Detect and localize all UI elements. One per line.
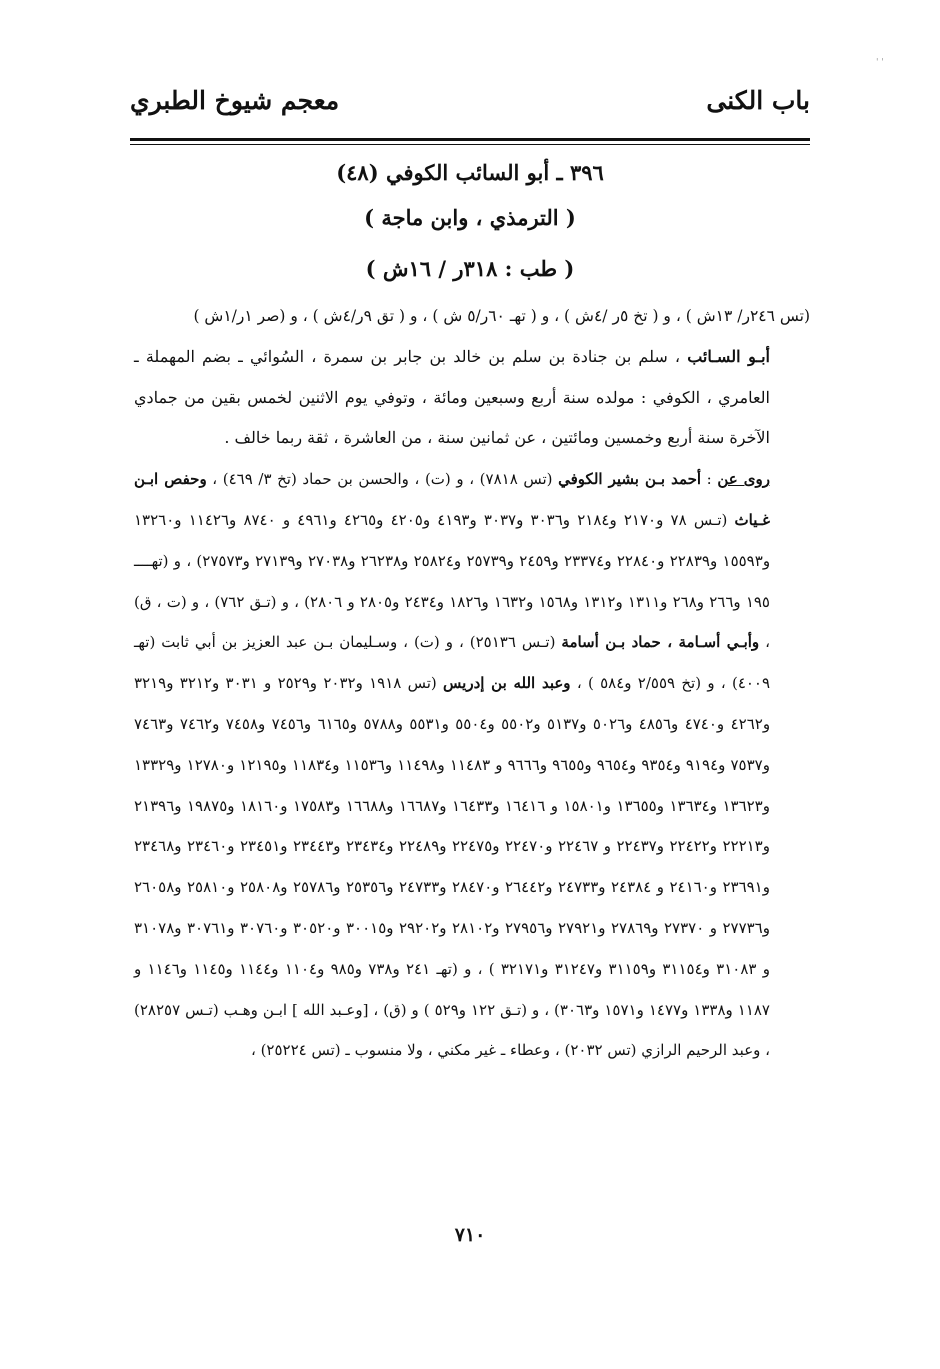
entry-books: ( الترمذي ، وابن ماجة )	[364, 205, 576, 230]
entry-tabari-refs: ( طب : ٣١٨ر / ١٦ش )	[365, 256, 575, 281]
header-rule-thin	[130, 144, 810, 145]
narrators-label: روى عن	[717, 470, 770, 489]
source-references: (تس ٢٤٦ر/ ١٣ش ) ، و ( تخ ٥ر /٤ش ) ، و ( تهـ ٦٠ر/٥ ش ) ، و ( تق ٩ر/٤ش ) ، و (صر ١ر/١ش )	[193, 307, 810, 325]
narrator-name: أحمد بـن بشير الكوفي	[558, 470, 702, 489]
narrators-colon: :	[701, 470, 718, 489]
narrator-name: وعبد الله بن إدريس	[443, 674, 571, 693]
narrator-refs: (تـس ٧٨ و٢١٧٠ و٢١٨٤ و٣٠٣٦ و٣٠٣٧ و٤١٩٣ و٤٢٠٥ و٤٢٦٥ و٤٩٦١ و ٨٧٤٠ و١١٤٢٦ و١٣٢٦٠ و١٥٥٩٣ و٢٢٨٣٩ و٢٢٨٤٠ و٢٣٣٧٤ و٢٤٥٩ و٢٥٧٣٩ و٢٥٨٢٤ و٢٦٢٣٨ و٢٧٠٣٨ و٢٧١٣٩ و٢٧٥٧٣) ، و (تهــــ ١٩٥ و٢٦٦ و٢٦٨ و١٣١١ و١٣١٢ و١٥٦٨ و١٦٣٢ و١٨٢٦ و٢٤٣٤ و٢٨٠٥ و ٢٨٠٦) ، و (تـق ٧٦٢) ، و (ت ، ق) ،	[134, 510, 771, 652]
narrators-paragraph	[134, 459, 810, 1071]
narrator-refs: (تـس ٢٥١٣٦) ، و (ت) ، وسـليمان بـن عبد العزيز بن أبي ثابت (تهـ ٤٠٠٩) ، و (تخ ٢/٥٥٩ و٥٨٤ ) ،	[134, 633, 771, 693]
narrator-name: وأبـي أسـامة ، حماد بـن أسامة	[561, 633, 760, 652]
chapter-title: باب الكنى	[706, 86, 810, 115]
narrator-refs: (تس ١٩١٨ و٢٠٣٢ و٢٥٢٩ و ٣٠٣١ و٣٢١٢ و٣٢١٩ و٤٢٦٢ و٤٧٤٠ و٤٨٥٦ و٥٠٢٦ و٥١٣٧ و٥٥٠٢ و٥٥٠٤ و٥٥٣١ و٥٧٨٨ و٦١٦٥ و٧٤٥٦ و٧٤٥٨ و٧٤٦٢ و٧٤٦٣ و٧٥٣٧ و٩١٩٤ و٩٣٥٤ و٩٦٥٤ و٩٦٥٥ و٩٦٦٦ و ١١٤٨٣ و١١٤٩٨ و١١٥٣٦ و١١٨٣٤ و١٢١٩٥ و١٢٧٨٠ و١٣٣٢٩ و١٣٦٢٣ و١٣٦٣٤ و١٣٦٥٥ و١٥٨٠١ و ١٦٤١٦ و١٦٤٣٣ و١٦٦٨٧ و١٦٦٨٨ و١٧٥٨٣ و١٨١٦٠ و١٩٨٧٥ و٢١٣٩٦ و٢٢٢١٣ و٢٢٤٢٢ و٢٢٤٣٧ و ٢٢٤٦٧ و٢٢٤٧٠ و٢٢٤٧٥ و٢٢٤٨٩ و٢٣٤٣٤ و٢٣٤٤٣ و٢٣٤٥١ و٢٣٤٦٠ و٢٣٤٦٨ و٢٣٦٩١ و٢٤١٦٠ و ٢٤٣٨٤ و٢٤٧٣٣ و٢٦٤٤٢ و٢٨٤٧٠ و٢٤٧٣٣ و٢٥٣٥٦ و٢٥٧٨٦ و٢٥٨٠٨ و٢٥٨١٠ و٢٦٠٥٨ و٢٧٧٣٦ و ٢٧٣٧٠ و٢٧٨٦٩ و٢٧٩٢١ و٢٧٩٥٦ و٢٨١٠٢ و٢٩٢٠٢ و٣٠٠١٥ و٣٠٥٢٠ و٣٠٧٦٠ و٣٠٧٦١ و٣١٠٧٨ و ٣١٠٨٣ و٣١١٥٤ و٣١١٥٩ و٣١٢٤٧ و٣٢١٧١ ) ، و (تهـ ٢٤١ و٧٣٨ و٩٨٥ و١١٠٤ و١١٤٤ و١١٤٥ و١١٤٦ و ١١٨٧ و١٣٣٨ و١٤٧٧ و١٥٧١ و٣٠٦٣) ، و (تـق ١٢٢ و٥٢٩ ) و (ق) ، [وعـبد الله ] ابـن وهـب (تـس ٢٨٢٥٧) ، وعبد الرحيم الرازي (تس ٢٠٣٢) ، وعطاء ـ غير مكني ، ولا منسوب ـ (تس ٢٥٢٢٤) ،	[134, 674, 771, 1060]
narrator-refs: (تس ٧٨١٨) ، و (ت) ، والحسن بن حماد (تخ ٣/ ٤٦٩) ،	[206, 470, 559, 489]
narrator-name: وحفص ابـن غـياث	[134, 470, 771, 529]
biography-paragraph	[134, 337, 810, 459]
book-title: معجم شيوخ الطبري	[130, 86, 340, 115]
bio-name: أبـو السـائب	[687, 346, 770, 366]
bio-text: ، سلم بن جنادة بن سلم بن خالد بن جابر بن سمرة ، السُوائي ـ بضم المهملة ـ العامري ، الكوفي : مولده سنة أربع وسبعين ومائة ، وتوفي يوم الاثنين لخمس بقين من جمادي الآخرة سنة أربع وخمسين ومائتين ، عن ثمانين سنة ، من العاشرة ، ثقة ربما خالف .	[134, 346, 770, 448]
running-head	[130, 86, 810, 138]
scan-corner-mark: ' '	[876, 58, 884, 68]
page-number: ٧١٠	[454, 1224, 486, 1246]
entry-body	[134, 296, 810, 1071]
header-rule-thick	[130, 138, 810, 141]
entry-title: ٣٩٦ ـ أبو السائب الكوفي (٤٨)	[336, 160, 604, 185]
